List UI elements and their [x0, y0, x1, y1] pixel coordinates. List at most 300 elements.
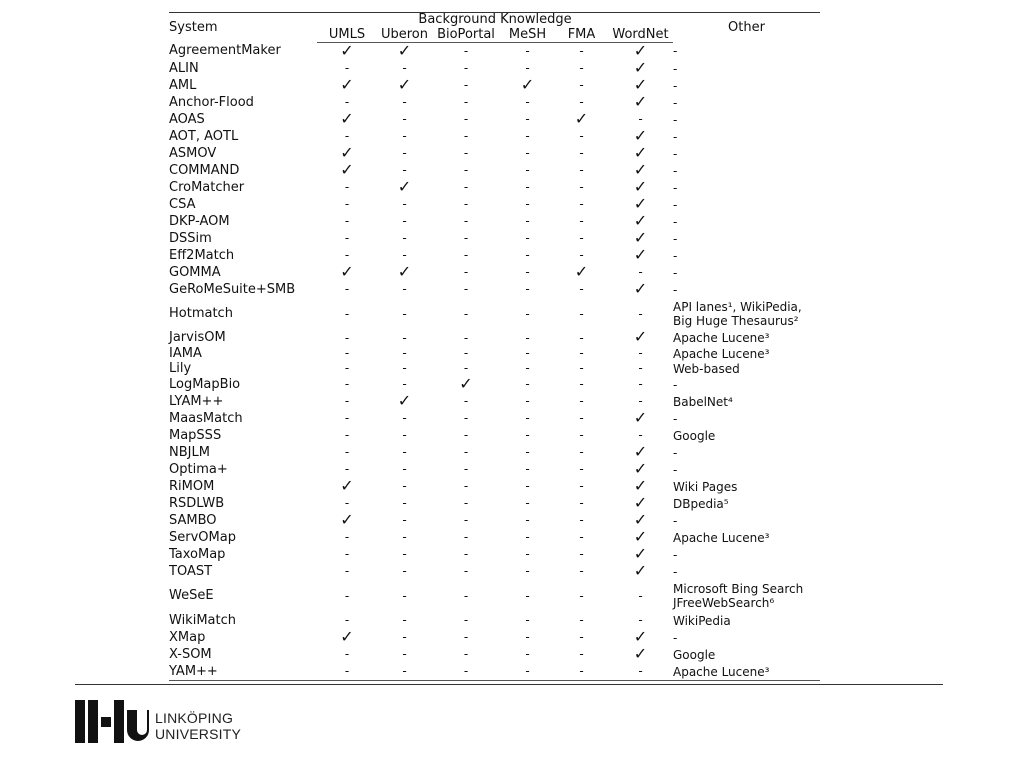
- table-row: [169, 213, 820, 230]
- system-name: MaasMatch: [169, 410, 243, 426]
- dash-mark: -: [525, 361, 530, 375]
- other-cell: [673, 629, 820, 646]
- dash-mark: -: [463, 346, 469, 360]
- other-cell: [673, 77, 820, 94]
- system-name: LogMapBio: [169, 376, 241, 392]
- check-mark-icon: ✓: [633, 159, 648, 179]
- dash-mark: -: [463, 588, 469, 603]
- dash-mark: -: [344, 377, 350, 391]
- system-name: COMMAND: [169, 162, 240, 178]
- mesh-cell: [500, 461, 555, 478]
- umls-cell: [317, 626, 377, 646]
- table-row: [169, 346, 820, 361]
- dash-mark: -: [344, 588, 350, 603]
- dash-mark: -: [344, 61, 350, 75]
- check-mark-icon: ✓: [633, 74, 648, 94]
- other-text: Microsoft Bing Search: [673, 582, 804, 596]
- other-cell: [673, 512, 820, 529]
- check-mark-icon: ✓: [574, 261, 589, 281]
- bioportal-cell: [432, 145, 500, 162]
- system-name: ServOMap: [169, 529, 236, 545]
- dash-mark: -: [579, 462, 584, 476]
- dash-mark: -: [402, 346, 407, 360]
- fma-cell: [555, 376, 608, 393]
- dash-mark: -: [579, 647, 584, 661]
- header-row-group: [169, 13, 820, 28]
- system-name: WeSeE: [169, 588, 214, 603]
- mesh-cell: [500, 444, 555, 461]
- fma-cell: [555, 145, 608, 162]
- other-cell: [673, 247, 820, 264]
- check-mark-icon: ✓: [633, 475, 648, 495]
- dash-mark: -: [402, 377, 407, 391]
- table-row: [169, 580, 820, 612]
- dash-mark: -: [463, 330, 469, 345]
- fma-cell: [555, 196, 608, 213]
- mesh-cell: [500, 478, 555, 495]
- check-mark-icon: ✓: [633, 227, 648, 247]
- umls-cell: [317, 444, 377, 461]
- dash-mark: -: [638, 306, 643, 321]
- umls-cell: [317, 580, 377, 612]
- bioportal-cell: [432, 393, 500, 410]
- dash-mark: -: [579, 163, 584, 177]
- bioportal-cell: [432, 179, 500, 196]
- check-mark-icon: ✓: [340, 40, 354, 60]
- uberon-cell: [377, 410, 432, 427]
- dash-mark: -: [579, 496, 584, 510]
- dash-mark: -: [344, 346, 350, 360]
- table-row: [169, 43, 820, 61]
- umls-cell: [317, 179, 377, 196]
- umls-cell: [317, 346, 377, 361]
- table-row: [169, 94, 820, 111]
- other-text: -: [673, 231, 678, 246]
- table-row: [169, 444, 820, 461]
- system-name: Hotmatch: [169, 306, 233, 321]
- other-text: BabelNet⁴: [673, 394, 733, 409]
- dash-mark: -: [463, 146, 469, 160]
- umls-cell: [317, 546, 377, 563]
- other-cell: [673, 663, 820, 681]
- wordnet-cell: [608, 244, 673, 264]
- wordnet-cell: [608, 376, 673, 393]
- table-row: [169, 298, 820, 330]
- dash-mark: -: [402, 112, 407, 126]
- system-name: Eff2Match: [169, 247, 235, 263]
- check-mark-icon: ✓: [633, 543, 648, 563]
- uberon-cell: [377, 478, 432, 495]
- uberon-cell: [377, 427, 432, 444]
- umls-cell: [317, 298, 377, 330]
- dash-mark: -: [525, 61, 530, 75]
- table-row: [169, 111, 820, 128]
- other-cell: [673, 529, 820, 546]
- dash-mark: -: [402, 163, 407, 177]
- dash-mark: -: [579, 588, 584, 603]
- dash-mark: -: [463, 647, 469, 661]
- dash-mark: -: [402, 445, 407, 459]
- wordnet-cell: [608, 663, 673, 681]
- uberon-cell: [377, 111, 432, 128]
- dash-mark: -: [402, 95, 407, 109]
- dash-mark: -: [402, 129, 407, 143]
- dash-mark: -: [463, 462, 469, 476]
- dash-mark: -: [579, 231, 584, 245]
- other-cell: [673, 213, 820, 230]
- fma-cell: [555, 43, 608, 61]
- table-row: [169, 393, 820, 410]
- bioportal-cell: [432, 77, 500, 94]
- bioportal-cell: [432, 563, 500, 580]
- dash-mark: -: [638, 613, 643, 627]
- knowledge-table-container: [169, 12, 820, 681]
- dash-mark: -: [525, 129, 530, 143]
- header-wordnet: WordNet: [608, 27, 673, 43]
- dash-mark: -: [344, 530, 350, 544]
- uberon-cell: [377, 281, 432, 298]
- other-text: -: [673, 95, 678, 110]
- system-name: Optima+: [169, 461, 228, 477]
- check-mark-icon: ✓: [633, 509, 648, 529]
- other-text: Apache Lucene³: [673, 346, 770, 361]
- dash-mark: -: [638, 265, 643, 279]
- other-text: -: [673, 445, 678, 460]
- system-name: DSSim: [169, 230, 212, 246]
- other-text: -: [673, 547, 678, 562]
- dash-mark: -: [525, 180, 530, 194]
- mesh-cell: [500, 346, 555, 361]
- mesh-cell: [500, 162, 555, 179]
- umls-cell: [317, 529, 377, 546]
- system-name: JarvisOM: [169, 330, 226, 345]
- dash-mark: -: [579, 428, 584, 442]
- other-cell: [673, 393, 820, 410]
- check-mark-icon: ✓: [633, 407, 648, 427]
- dash-mark: -: [402, 564, 407, 578]
- system-name: TaxoMap: [169, 546, 226, 562]
- other-text: -: [673, 44, 678, 59]
- dash-mark: -: [579, 44, 584, 58]
- table-row: [169, 196, 820, 213]
- dash-mark: -: [463, 306, 469, 321]
- dash-mark: -: [579, 479, 584, 493]
- system-name: ASMOV: [169, 145, 217, 161]
- check-mark-icon: ✓: [633, 526, 648, 546]
- dash-mark: -: [402, 530, 407, 544]
- fma-cell: [555, 108, 608, 128]
- fma-cell: [555, 77, 608, 94]
- system-name: NBJLM: [169, 444, 210, 460]
- table-row: [169, 361, 820, 376]
- table-row: [169, 512, 820, 529]
- umls-cell: [317, 74, 377, 94]
- uberon-cell: [377, 213, 432, 230]
- system-name: IAMA: [169, 345, 202, 361]
- bioportal-cell: [432, 298, 500, 330]
- table-row: [169, 179, 820, 196]
- bioportal-cell: [432, 512, 500, 529]
- umls-cell: [317, 230, 377, 247]
- check-mark-icon: ✓: [574, 108, 589, 128]
- dash-mark: -: [463, 163, 469, 177]
- bioportal-cell: [432, 330, 500, 346]
- other-cell: [673, 495, 820, 512]
- dash-mark: -: [463, 95, 469, 109]
- dash-mark: -: [579, 330, 584, 345]
- background-knowledge-table: [169, 12, 820, 681]
- check-mark-icon: ✓: [633, 492, 648, 512]
- bioportal-cell: [432, 427, 500, 444]
- fma-cell: [555, 298, 608, 330]
- dash-mark: -: [463, 197, 469, 211]
- other-text: -: [673, 146, 678, 161]
- other-cell: [673, 298, 820, 330]
- other-text: -: [673, 78, 678, 93]
- other-text: -: [673, 129, 678, 144]
- system-name: MapSSS: [169, 427, 222, 443]
- other-text: WikiPedia: [673, 613, 731, 628]
- other-text: Google: [673, 647, 716, 662]
- uberon-cell: [377, 361, 432, 376]
- other-cell: [673, 563, 820, 580]
- fma-cell: [555, 580, 608, 612]
- dash-mark: -: [525, 163, 530, 177]
- wordnet-cell: [608, 580, 673, 612]
- uberon-cell: [377, 580, 432, 612]
- table-row: [169, 495, 820, 512]
- system-name: AML: [169, 77, 197, 93]
- mesh-cell: [500, 230, 555, 247]
- mesh-cell: [500, 145, 555, 162]
- dash-mark: -: [402, 197, 407, 211]
- other-cell: [673, 478, 820, 495]
- dash-mark: -: [402, 428, 407, 442]
- mesh-cell: [500, 94, 555, 111]
- fma-cell: [555, 261, 608, 281]
- umls-cell: [317, 663, 377, 681]
- dash-mark: -: [344, 394, 350, 408]
- fma-cell: [555, 410, 608, 427]
- system-name: WikiMatch: [169, 612, 236, 628]
- other-cell: [673, 461, 820, 478]
- fma-cell: [555, 281, 608, 298]
- dash-mark: -: [402, 547, 407, 561]
- dash-mark: -: [463, 496, 469, 510]
- dash-mark: -: [525, 394, 530, 408]
- check-mark-icon: ✓: [397, 74, 412, 94]
- fma-cell: [555, 444, 608, 461]
- dash-mark: -: [525, 265, 530, 279]
- table-row: [169, 60, 820, 77]
- check-mark-icon: ✓: [633, 278, 648, 298]
- fma-cell: [555, 346, 608, 361]
- check-mark-icon: ✓: [340, 509, 354, 529]
- dash-mark: -: [463, 112, 469, 126]
- other-cell: [673, 281, 820, 298]
- umls-cell: [317, 330, 377, 346]
- other-text: -: [673, 513, 678, 528]
- bioportal-cell: [432, 281, 500, 298]
- uberon-cell: [377, 495, 432, 512]
- umls-cell: [317, 159, 377, 179]
- other-text: Apache Lucene³: [673, 530, 770, 545]
- dash-mark: -: [344, 129, 350, 143]
- dash-mark: -: [579, 530, 584, 544]
- dash-mark: -: [402, 146, 407, 160]
- dash-mark: -: [525, 306, 530, 321]
- dash-mark: -: [463, 664, 469, 678]
- system-name: GeRoMeSuite+SMB: [169, 281, 296, 297]
- uberon-cell: [377, 196, 432, 213]
- dash-mark: -: [402, 513, 407, 527]
- table-row: [169, 281, 820, 298]
- uberon-cell: [377, 646, 432, 663]
- fma-cell: [555, 629, 608, 646]
- dash-mark: -: [463, 214, 469, 228]
- bioportal-cell: [432, 213, 500, 230]
- fma-cell: [555, 646, 608, 663]
- check-mark-icon: ✓: [633, 458, 648, 478]
- dash-mark: -: [344, 647, 350, 661]
- system-name: Anchor-Flood: [169, 94, 254, 110]
- dash-mark: -: [463, 129, 469, 143]
- other-cell: [673, 111, 820, 128]
- dash-mark: -: [344, 180, 350, 194]
- dash-mark: -: [525, 445, 530, 459]
- bioportal-cell: [432, 247, 500, 264]
- dash-mark: -: [463, 282, 469, 296]
- dash-mark: -: [525, 282, 530, 296]
- mesh-cell: [500, 563, 555, 580]
- bioportal-cell: [432, 373, 500, 393]
- table-row: [169, 461, 820, 478]
- wordnet-cell: [608, 327, 673, 346]
- system-name: X-SOM: [169, 646, 212, 662]
- mesh-cell: [500, 663, 555, 681]
- mesh-cell: [500, 512, 555, 529]
- other-cell: [673, 580, 820, 612]
- bioportal-cell: [432, 580, 500, 612]
- dash-mark: -: [463, 248, 469, 262]
- fma-cell: [555, 330, 608, 346]
- table-row: [169, 546, 820, 563]
- dash-mark: -: [638, 377, 643, 391]
- dash-mark: -: [463, 44, 469, 58]
- dash-mark: -: [402, 231, 407, 245]
- bioportal-cell: [432, 478, 500, 495]
- mesh-cell: [500, 330, 555, 346]
- dash-mark: -: [579, 513, 584, 527]
- dash-mark: -: [525, 613, 530, 627]
- dash-mark: -: [525, 647, 530, 661]
- bioportal-cell: [432, 196, 500, 213]
- bioportal-cell: [432, 461, 500, 478]
- other-text: Apache Lucene³: [673, 331, 770, 345]
- other-cell: [673, 179, 820, 196]
- check-mark-icon: ✓: [633, 327, 648, 346]
- umls-cell: [317, 393, 377, 410]
- check-mark-icon: ✓: [397, 390, 412, 410]
- uberon-cell: [377, 390, 432, 410]
- logo-line-1: LINKÖPING: [155, 710, 234, 726]
- dash-mark: -: [579, 564, 584, 578]
- fma-cell: [555, 478, 608, 495]
- other-text: -: [673, 462, 678, 477]
- umls-cell: [317, 410, 377, 427]
- mesh-cell: [500, 361, 555, 376]
- check-mark-icon: ✓: [397, 261, 412, 281]
- dash-mark: -: [463, 479, 469, 493]
- dash-mark: -: [344, 248, 350, 262]
- dash-mark: -: [525, 330, 530, 345]
- other-cell: [673, 43, 820, 61]
- dash-mark: -: [402, 361, 407, 375]
- system-name: DKP-AOM: [169, 213, 230, 229]
- table-row: [169, 663, 820, 681]
- university-logo: [75, 700, 245, 744]
- mesh-cell: [500, 546, 555, 563]
- other-cell: [673, 346, 820, 361]
- fma-cell: [555, 427, 608, 444]
- umls-cell: [317, 281, 377, 298]
- uberon-cell: [377, 145, 432, 162]
- bioportal-cell: [432, 529, 500, 546]
- header-uberon: Uberon: [377, 27, 432, 43]
- check-mark-icon: ✓: [633, 193, 648, 213]
- umls-cell: [317, 361, 377, 376]
- other-text: API lanes¹, WikiPedia,: [673, 300, 802, 314]
- dash-mark: -: [525, 630, 530, 644]
- dash-mark: -: [579, 146, 584, 160]
- bioportal-cell: [432, 94, 500, 111]
- dash-mark: -: [463, 180, 469, 194]
- bioportal-cell: [432, 60, 500, 77]
- dash-mark: -: [344, 664, 350, 678]
- dash-mark: -: [579, 346, 584, 360]
- dash-mark: -: [525, 411, 530, 425]
- check-mark-icon: ✓: [340, 261, 354, 281]
- bioportal-cell: [432, 646, 500, 663]
- umls-cell: [317, 40, 377, 61]
- dash-mark: -: [344, 496, 350, 510]
- fma-cell: [555, 529, 608, 546]
- check-mark-icon: ✓: [340, 108, 354, 128]
- dash-mark: -: [344, 361, 350, 375]
- system-name: TOAST: [169, 563, 213, 579]
- check-mark-icon: ✓: [397, 40, 412, 60]
- dash-mark: -: [463, 530, 469, 544]
- header-umls: UMLS: [317, 27, 377, 43]
- uberon-cell: [377, 176, 432, 196]
- dash-mark: -: [579, 129, 584, 143]
- uberon-cell: [377, 128, 432, 145]
- dash-mark: -: [344, 306, 350, 321]
- table-row: [169, 410, 820, 427]
- dash-mark: -: [579, 282, 584, 296]
- dash-mark: -: [463, 445, 469, 459]
- other-cell: [673, 330, 820, 346]
- uberon-cell: [377, 663, 432, 681]
- other-cell: [673, 410, 820, 427]
- mesh-cell: [500, 529, 555, 546]
- uberon-cell: [377, 529, 432, 546]
- dash-mark: -: [344, 197, 350, 211]
- dash-mark: -: [463, 613, 469, 627]
- other-cell: [673, 128, 820, 145]
- dash-mark: -: [402, 306, 407, 321]
- bioportal-cell: [432, 629, 500, 646]
